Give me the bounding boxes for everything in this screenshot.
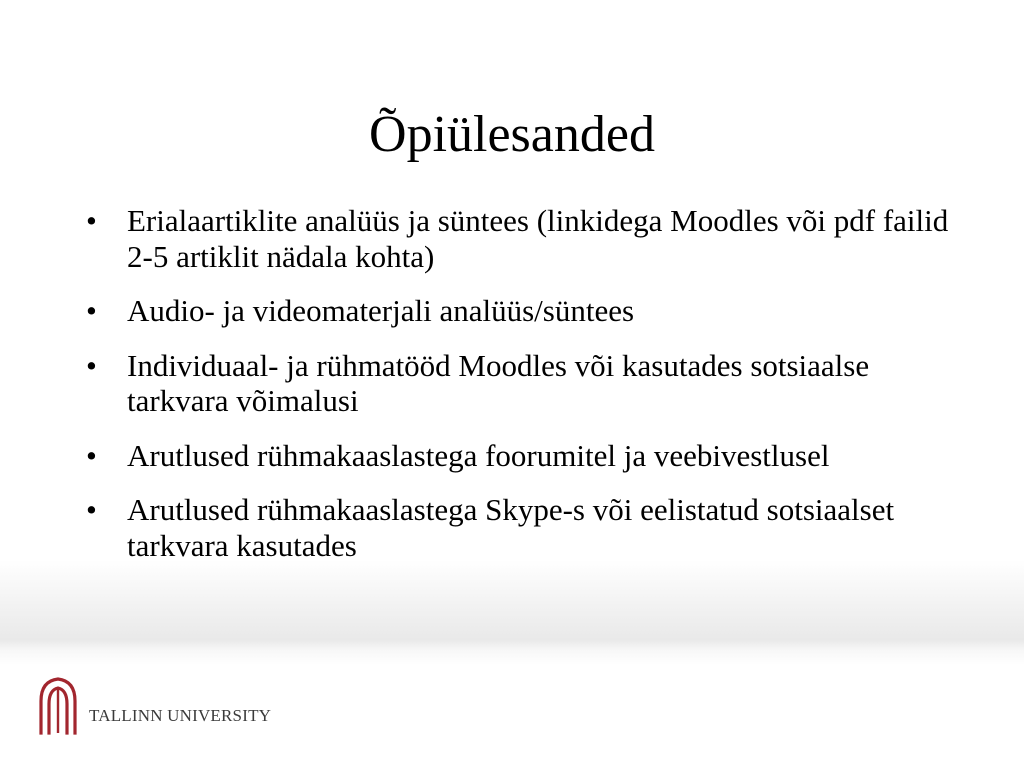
bullet-text: Arutlused rühmakaaslastega foorumitel ja veebivestlusel: [127, 437, 830, 473]
logo-text: TALLINN UNIVERSITY: [89, 706, 272, 725]
bullet-text: Audio- ja videomaterjali analüüs/süntees: [127, 293, 635, 328]
list-item: [86, 293, 966, 329]
bullet-icon: •: [86, 437, 97, 473]
bullet-text: Erialaartiklite analüüs ja süntees (linkidega Moodles või pdf failid 2-5 artiklit nädala kohta): [127, 203, 949, 274]
slide-title: Õpiülesanded: [369, 106, 655, 163]
bullet-icon: •: [86, 492, 97, 527]
university-logo: [38, 677, 338, 737]
bullet-icon: •: [86, 203, 97, 238]
list-item: [86, 348, 966, 419]
bullet-list: [86, 203, 966, 582]
arch-logo-icon: [38, 677, 78, 735]
bullet-text: Individuaal- ja rühmatööd Moodles või kasutades sotsiaalse tarkvara võimalusi: [127, 347, 870, 418]
bullet-icon: •: [86, 347, 97, 383]
bullet-text: Arutlused rühmakaaslastega Skype-s või eelistatud sotsiaalset tarkvara kasutades: [127, 492, 895, 563]
list-item: [86, 438, 966, 474]
list-item: [86, 203, 966, 274]
bullet-icon: •: [86, 293, 97, 328]
list-item: [86, 492, 966, 563]
